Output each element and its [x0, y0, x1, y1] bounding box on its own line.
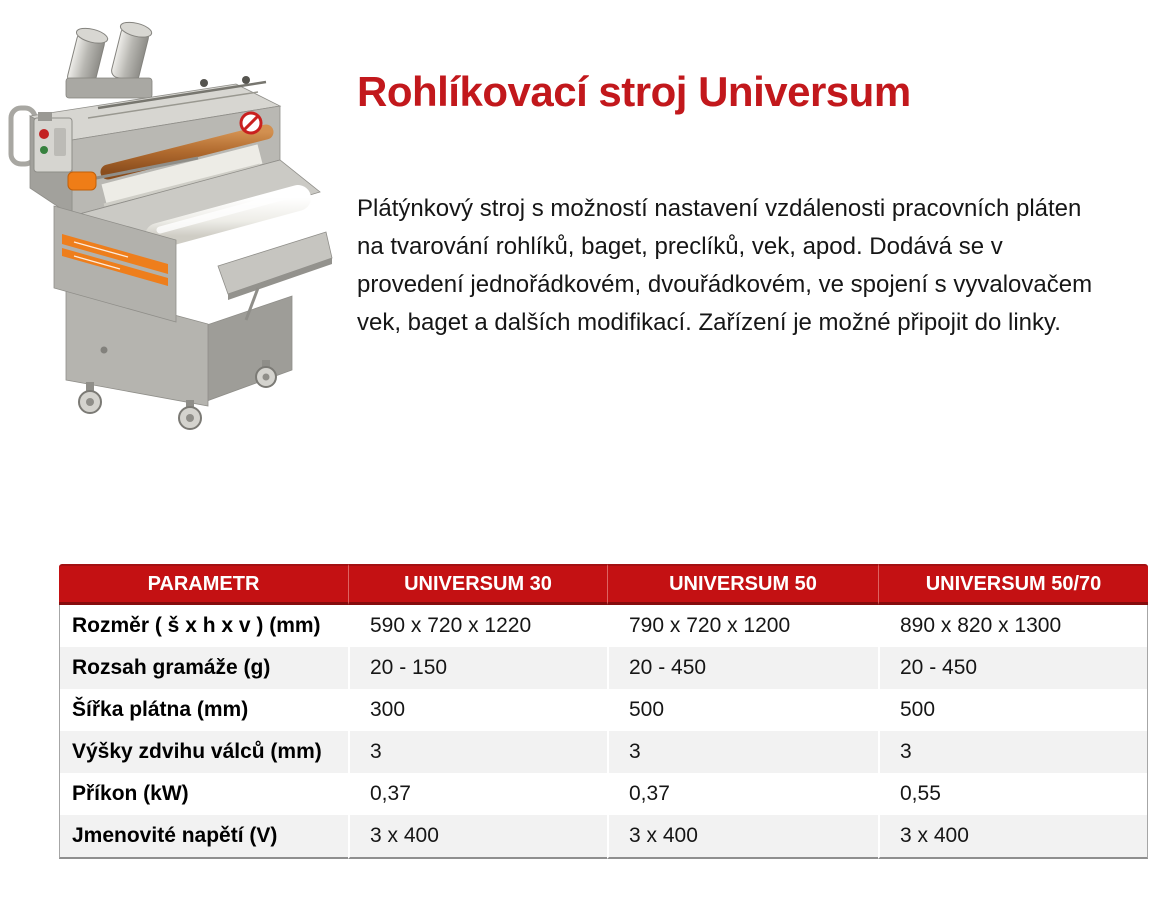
table-row — [59, 773, 1148, 815]
cell-value: 0,37 — [348, 773, 607, 815]
cell-value: 3 x 400 — [348, 815, 607, 859]
cell-value: 500 — [878, 689, 1148, 731]
row-label: Rozsah gramáže (g) — [59, 647, 348, 689]
row-label: Šířka plátna (mm) — [59, 689, 348, 731]
cell-value: 790 x 720 x 1200 — [607, 605, 878, 647]
product-photo — [8, 20, 336, 435]
table-row — [59, 731, 1148, 773]
column-header-universum-50-70: UNIVERSUM 50/70 — [878, 564, 1148, 605]
column-header-parametr: PARAMETR — [59, 564, 348, 605]
row-label: Výšky zdvihu válců (mm) — [59, 731, 348, 773]
cell-value: 20 - 150 — [348, 647, 607, 689]
cell-value: 3 — [607, 731, 878, 773]
cell-value: 3 x 400 — [878, 815, 1148, 859]
cell-value: 590 x 720 x 1220 — [348, 605, 607, 647]
machine-control-box — [34, 112, 72, 172]
machine-cabinet — [66, 286, 292, 406]
cell-value: 3 x 400 — [607, 815, 878, 859]
row-label: Jmenovité napětí (V) — [59, 815, 348, 859]
row-label: Rozměr ( š x h x v ) (mm) — [59, 605, 348, 647]
row-label: Příkon (kW) — [59, 773, 348, 815]
spec-table-body — [59, 605, 1148, 859]
cell-value: 3 — [348, 731, 607, 773]
cell-value: 0,55 — [878, 773, 1148, 815]
table-row — [59, 647, 1148, 689]
spec-table-header — [59, 564, 1148, 605]
table-row — [59, 605, 1148, 647]
header-row — [59, 564, 1148, 605]
column-header-universum-50: UNIVERSUM 50 — [607, 564, 878, 605]
cell-value: 300 — [348, 689, 607, 731]
cell-value: 890 x 820 x 1300 — [878, 605, 1148, 647]
cell-value: 3 — [878, 731, 1148, 773]
prohibition-sticker-icon — [241, 113, 261, 133]
machine-hopper-funnels — [64, 20, 153, 98]
table-row — [59, 815, 1148, 859]
spec-table — [59, 564, 1148, 859]
cell-value: 500 — [607, 689, 878, 731]
cell-value: 20 - 450 — [607, 647, 878, 689]
cell-value: 20 - 450 — [878, 647, 1148, 689]
cell-value: 0,37 — [607, 773, 878, 815]
page-title: Rohlíkovací stroj Universum — [357, 68, 911, 116]
column-header-universum-30: UNIVERSUM 30 — [348, 564, 607, 605]
product-description: Plátýnkový stroj s možností nastavení vzdálenosti pracovních pláten na tvarování rohlíků, baget, preclíků, vek, apod. Dodává se v provedení jednořádkovém, dvouřádkovém, ve spojení s vyvalovačem vek, baget a dalších modifikací. Zařízení je možné připojit do linky. — [357, 195, 1093, 336]
machine-illustration — [8, 20, 336, 435]
table-row — [59, 689, 1148, 731]
